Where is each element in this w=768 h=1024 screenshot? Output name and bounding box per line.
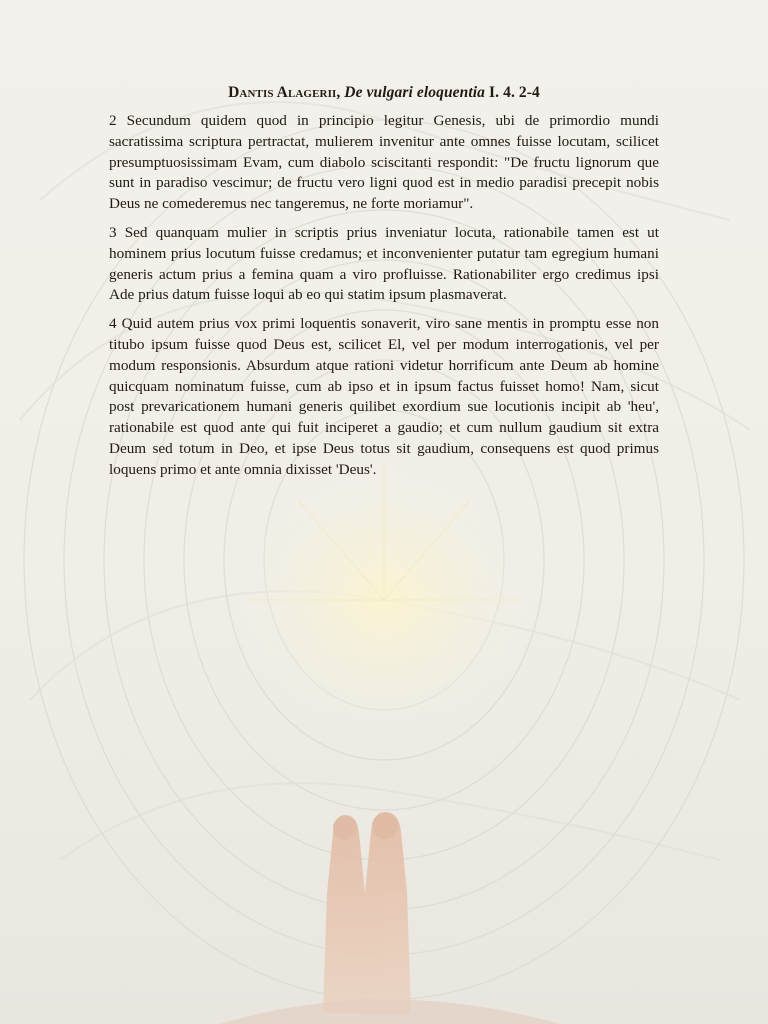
paragraph-4: 4 Quid autem prius vox primi loquentis sonaverit, viro sane mentis in promptu esse non titubo ipsum fuisse quod Deus est, scilicet El, vel per modum interrogationis, vel per modum responsionis. Absurdum atque rationi videtur horrificum ante Deum ab homine quicquam nominatum fuisse, cum ab ipso et in ipsum factus fuisset homo! Nam, sicut post prevaricationem humani generis quilibet exordium sue locutionis incipit ab 'heu', rationabile est quod ante qui fuit inciperet a gaudio; et cum nullum gaudium sit extra Deum sed totum in Deo, et ipse Deus totus sit gaudium, consequens est quod primus loquens primo et ante omnia dixisset 'Deus'.: [109, 315, 659, 478]
paragraph-2: 2 Secundum quidem quod in principio legitur Genesis, ubi de primordio mundi sacratissima scriptura pertractat, mulierem invenitur ante omnes fuisse locutam, scilicet presumptuosissimam Evam, cum diabolo sciscitanti respondit: "De fructu lignorum que sunt in paradiso vescimur; de fructu vero ligni quod est in medio paradisi precepit nobis Deus ne comederemus nec tangeremus, ne forte moriamur".: [109, 112, 659, 213]
document-page: [109, 84, 659, 489]
document-title: [109, 84, 659, 102]
title-work: De vulgari eloquentia: [344, 84, 486, 101]
title-reference: I. 4. 2-4: [489, 84, 540, 101]
title-author: Dantis Alagerii,: [228, 84, 341, 101]
paragraph-3: 3 Sed quanquam mulier in scriptis prius inveniatur locuta, rationabile tamen est ut hominem prius locutum fuisse credamus; et inconvenienter putatur tam egregium humani generis actum prius a femina quam a viro profluisse. Rationabiliter ergo credimus ipsi Ade prius datum fuisse loqui ab eo qui statim ipsum plasmaverat.: [109, 223, 659, 304]
